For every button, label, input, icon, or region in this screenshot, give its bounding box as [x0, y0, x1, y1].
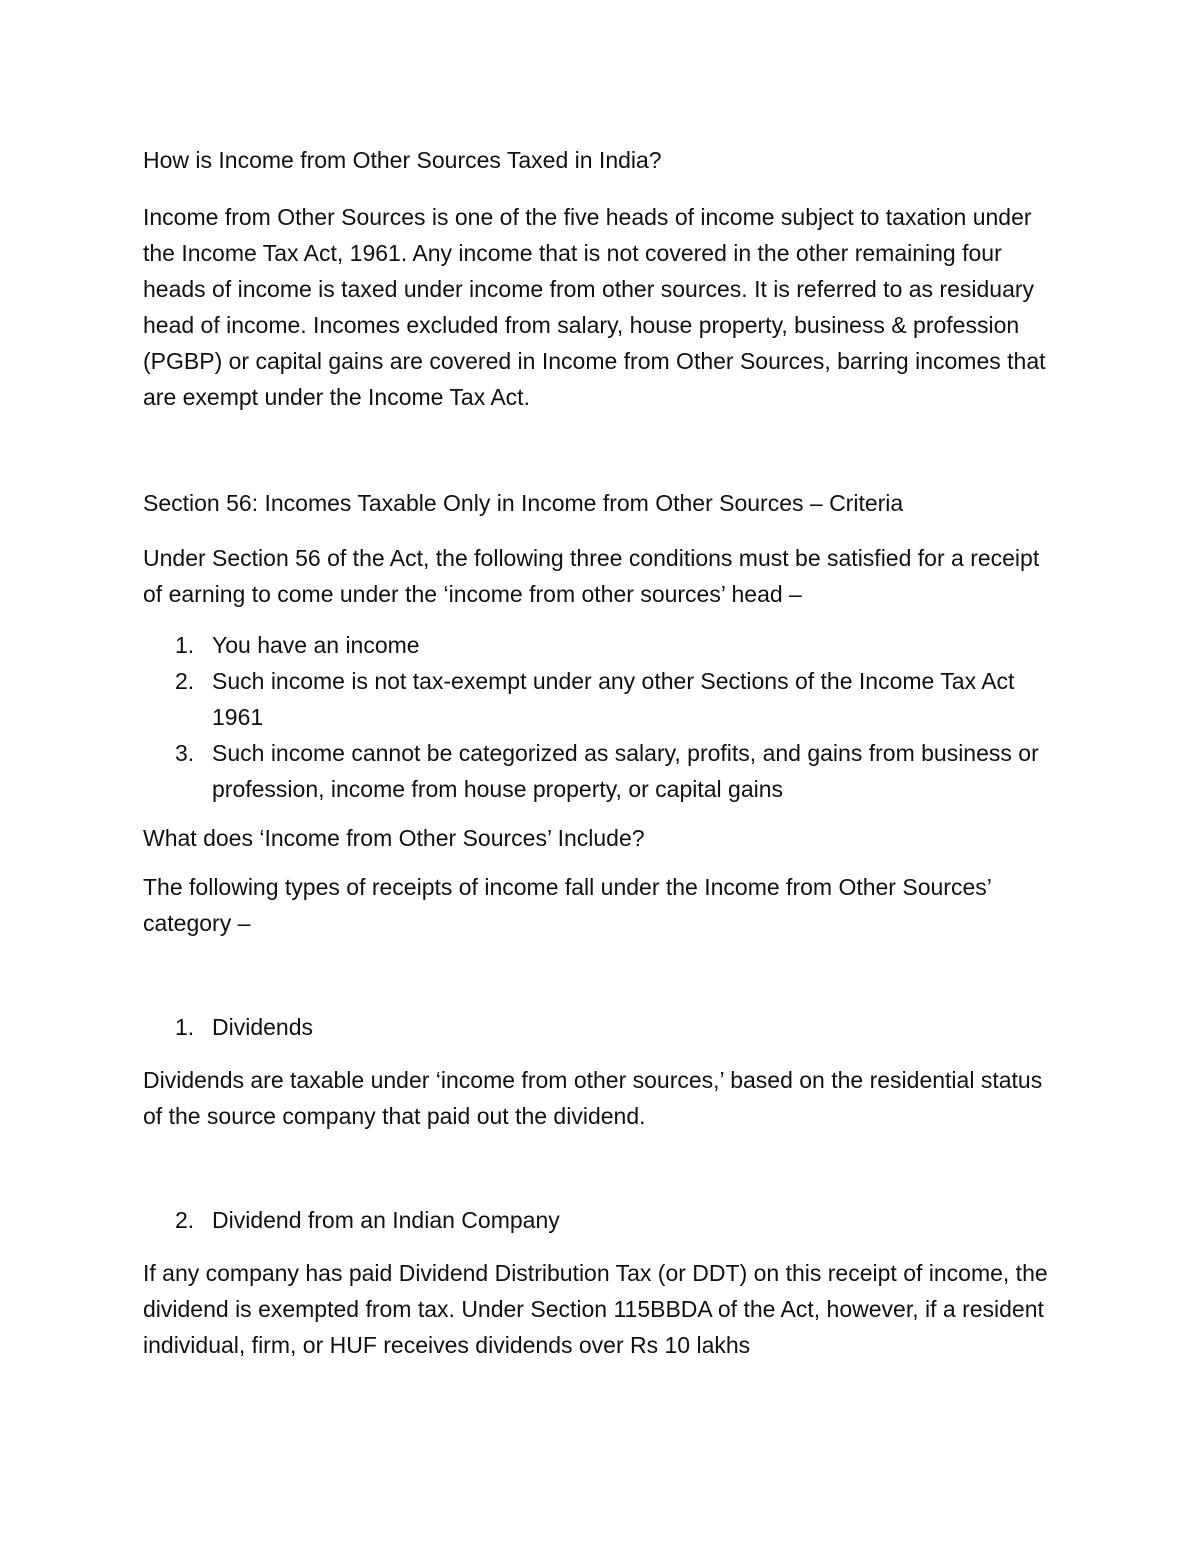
- list-item: Such income cannot be categorized as salary, profits, and gains from business or profession, income from house property, or capital gains: [212, 740, 1039, 802]
- indian-company-number: 2.: [175, 1207, 195, 1233]
- includes-paragraph: The following types of receipts of income fall under the Income from Other Sources’ category –: [143, 874, 991, 936]
- list-item: Such income is not tax-exempt under any other Sections of the Income Tax Act 1961: [212, 668, 1015, 730]
- section56-heading: Section 56: Incomes Taxable Only in Income from Other Sources – Criteria: [143, 490, 904, 516]
- section56-paragraph: Under Section 56 of the Act, the following three conditions must be satisfied for a receipt of earning to come under the ‘income from other sources’ head –: [143, 545, 1040, 607]
- list-item: You have an income: [212, 632, 420, 658]
- dividends-heading-text: Dividends: [212, 1014, 313, 1040]
- dividends-heading: [143, 1009, 1063, 1045]
- document-page: [143, 136, 1063, 1363]
- dividends-number: 1.: [175, 1014, 195, 1040]
- indian-company-heading: [143, 1202, 1063, 1238]
- indian-company-heading-text: Dividend from an Indian Company: [212, 1207, 560, 1233]
- indian-company-paragraph: If any company has paid Dividend Distribution Tax (or DDT) on this receipt of income, the dividend is exempted from tax. Under Section 115BBDA of the Act, however, if a resident individual, firm, or HUF receives dividends over Rs 10 lakhs: [143, 1260, 1048, 1358]
- intro-paragraph: Income from Other Sources is one of the five heads of income subject to taxation under the Income Tax Act, 1961. Any income that is not covered in the other remaining four heads of income is taxed under income from other sources. It is referred to as residuary head of income. Incomes excluded from salary, house property, business & profession (PGBP) or capital gains are covered in Income from Other Sources, barring incomes that are exempt under the Income Tax Act.: [143, 204, 1046, 410]
- conditions-list: [143, 627, 1063, 807]
- dividends-paragraph: Dividends are taxable under ‘income from other sources,’ based on the residential status of the source company that paid out the dividend.: [143, 1067, 1043, 1129]
- includes-heading: What does ‘Income from Other Sources’ Include?: [143, 825, 645, 851]
- document-title: How is Income from Other Sources Taxed in India?: [143, 147, 662, 173]
